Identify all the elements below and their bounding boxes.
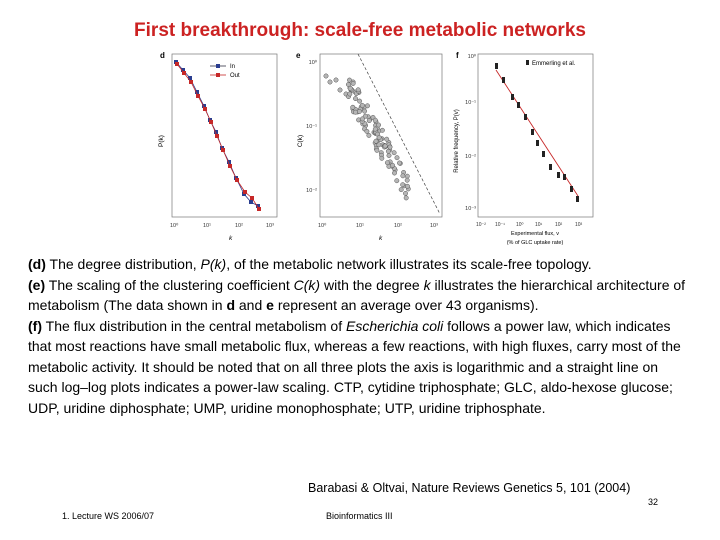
legend-in-marker — [216, 64, 220, 68]
cluster-point — [348, 92, 352, 96]
page-number: 32 — [648, 497, 659, 507]
out-point — [209, 120, 213, 124]
cluster-point — [334, 78, 338, 82]
cluster-point — [388, 145, 392, 149]
caption-f-paragraph — [28, 316, 688, 419]
panel-d-letter: d — [160, 51, 165, 60]
cluster-point — [357, 99, 361, 103]
panel-d-legend — [210, 64, 240, 79]
cluster-point — [397, 161, 401, 165]
cluster-point — [390, 163, 394, 167]
panel-f-xlabel: Experimental flux, v — [511, 231, 559, 237]
panel-f-xtick: 10⁻² — [476, 222, 486, 228]
cluster-point — [405, 174, 409, 178]
cluster-point — [373, 127, 377, 131]
caption-e-text-4: and — [235, 297, 267, 313]
panel-d-xtick: 10³ — [266, 223, 274, 229]
out-series-points — [175, 62, 261, 211]
panel-f-xtick: 10² — [555, 222, 563, 228]
caption-f-species: Escherichia coli — [346, 317, 444, 334]
out-point — [215, 134, 219, 138]
flux-point — [536, 140, 539, 146]
cluster-point — [348, 86, 352, 90]
cluster-point — [405, 178, 409, 182]
cluster-point — [386, 149, 390, 153]
panel-e-letter: e — [296, 51, 301, 60]
cluster-point — [351, 105, 355, 109]
cluster-point — [367, 118, 371, 122]
cluster-point — [351, 81, 355, 85]
out-point — [257, 207, 261, 211]
caption-e-text-3: illustrates the hierarchical architecture of metabolism (The data shown in — [28, 276, 686, 313]
flux-point — [576, 196, 579, 202]
citation: Barabasi & Oltvai, Nature Reviews Genetics 5, 101 (2004) — [308, 481, 631, 495]
cluster-point — [367, 133, 371, 137]
cluster-point — [380, 128, 384, 132]
caption-e-d: d — [226, 297, 235, 313]
panel-f-ytick: 10⁻² — [465, 154, 476, 160]
panel-e-ytick: 10⁰ — [308, 60, 317, 66]
panel-f-ylabel: Relative frequency, P(v) — [454, 109, 460, 173]
caption-f-label: (f) — [28, 317, 42, 334]
panel-f-xtick: 10⁰ — [516, 222, 524, 228]
cluster-point — [404, 196, 408, 200]
panel-f-xticks — [476, 222, 583, 228]
panel-e-xticks — [318, 222, 438, 229]
panel-f-ytick: 10⁻³ — [465, 206, 476, 212]
caption-e-paragraph — [28, 275, 688, 316]
panel-e-yticks — [306, 59, 318, 194]
flux-point — [563, 174, 566, 180]
cluster-point — [365, 104, 369, 108]
figure-caption — [28, 254, 688, 418]
panel-f-xtick: 10⁻¹ — [495, 222, 505, 228]
caption-d-text-2: , of the metabolic network illustrates its scale-free topology. — [226, 256, 592, 272]
caption-d-label: (d) — [28, 256, 46, 272]
panel-e-xtick: 10³ — [430, 223, 438, 229]
footer-course: 1. Lecture WS 2006/07 — [62, 511, 155, 521]
cluster-point — [377, 143, 381, 147]
caption-e-text-5: represent an average over 43 organisms). — [273, 297, 539, 313]
panel-e-xtick: 10² — [394, 223, 402, 229]
cluster-point — [392, 151, 396, 155]
flux-point — [495, 63, 498, 69]
in-point — [249, 200, 253, 204]
panel-e-ytick: 10⁻² — [306, 188, 317, 194]
caption-e-text-2: with the degree — [320, 276, 424, 293]
panel-e-ytick: 10⁻¹ — [306, 124, 317, 130]
caption-e-text: The scaling of the clustering coefficient — [45, 276, 294, 293]
panel-f-yticks — [465, 53, 477, 212]
out-point — [250, 196, 254, 200]
caption-d-pk: P(k) — [200, 256, 227, 272]
out-point — [228, 164, 232, 168]
out-point — [235, 178, 239, 182]
cluster-point — [395, 156, 399, 160]
slide-title: First breakthrough: scale-free metabolic networks — [134, 20, 586, 41]
cluster-point — [324, 74, 328, 78]
cluster-point — [360, 117, 364, 121]
panel-e-ylabel: C(k) — [297, 134, 304, 148]
caption-e-ck: C(k) — [293, 276, 321, 293]
panel-d-ylabel: P(k) — [158, 135, 165, 147]
caption-e-k: k — [423, 276, 431, 293]
out-point — [243, 190, 247, 194]
panel-d-xtick: 10² — [235, 223, 243, 229]
panel-f-legend-label: Emmerling et al. — [532, 61, 576, 67]
cluster-point — [357, 109, 361, 113]
caption-f-text-2: follows a power law, which indicates that most reactions have small metabolic flux, whereas a few reactions, with high fluxes, carry most of the metabolic activity. It should be noted that on all three plots the axis is logarithmic and a straight line on such log–log plots indicates a power-law scaling. CTP, cytidine triphosphate; GLC, aldo-hexose glucose; UDP, uridine diphosphate; UMP, uridine monophosphate; UTP, uridine triphosphate. — [28, 317, 681, 416]
cluster-point — [405, 184, 409, 188]
cluster-point — [376, 123, 380, 127]
cluster-point — [385, 137, 389, 141]
cluster-point — [373, 118, 377, 122]
panel-e-frame — [320, 54, 442, 217]
panel-d-xlabel: k — [229, 235, 233, 242]
panel-f-legend-marker — [526, 60, 529, 65]
out-point — [196, 94, 200, 98]
caption-d-paragraph — [28, 254, 688, 275]
cluster-point — [403, 191, 407, 195]
out-point — [189, 80, 193, 84]
cluster-point — [375, 148, 379, 152]
caption-e-label: (e) — [28, 276, 46, 293]
flux-point — [542, 151, 545, 157]
panel-e-points — [324, 74, 411, 200]
flux-point — [549, 164, 552, 170]
panel-f-xtick: 10³ — [575, 222, 583, 228]
panel-d-xticks — [170, 222, 274, 229]
flux-point — [570, 186, 573, 192]
flux-point — [511, 94, 514, 100]
out-point — [175, 62, 179, 66]
cluster-point — [392, 171, 396, 175]
cluster-point — [401, 183, 405, 187]
cluster-point — [356, 88, 360, 92]
out-point — [221, 148, 225, 152]
cluster-point — [353, 96, 357, 100]
cluster-point — [377, 135, 381, 139]
panel-f-letter: f — [456, 51, 459, 60]
panel-d-xtick: 10¹ — [203, 223, 211, 229]
legend-out-marker — [216, 73, 220, 77]
cluster-point — [385, 161, 389, 165]
cluster-point — [401, 174, 405, 178]
cluster-point — [399, 187, 403, 191]
cluster-point — [374, 139, 378, 143]
figure-scale-free-networks — [150, 46, 600, 250]
legend-out-label: Out — [230, 73, 240, 79]
caption-d-text: The degree distribution, — [45, 256, 201, 272]
cluster-point — [353, 110, 357, 114]
caption-f-text: The flux distribution in the central metabolism of — [42, 317, 347, 334]
out-point — [182, 71, 186, 75]
flux-point — [502, 77, 505, 83]
legend-in-label: In — [230, 64, 236, 70]
flux-point — [531, 129, 534, 135]
panel-e-xlabel: k — [379, 235, 383, 242]
cluster-point — [387, 153, 391, 157]
cluster-point — [395, 179, 399, 183]
cluster-point — [383, 144, 387, 148]
panel-e-xtick: 10¹ — [356, 223, 364, 229]
cluster-point — [328, 80, 332, 84]
cluster-point — [380, 156, 384, 160]
panel-f-xtick: 10¹ — [535, 222, 543, 228]
caption-e-e: e — [266, 297, 274, 313]
flux-point — [517, 102, 520, 108]
footer-subject: Bioinformatics III — [326, 511, 393, 521]
cluster-point — [365, 129, 369, 133]
flux-point — [557, 172, 560, 178]
panel-f-ytick: 10⁰ — [467, 54, 476, 60]
panel-d-xtick: 10⁰ — [170, 223, 179, 229]
panel-f-ytick: 10⁻¹ — [465, 100, 476, 106]
panel-f-xlabel-sub: (% of GLC uptake rate) — [506, 240, 564, 246]
flux-point — [524, 114, 527, 120]
cluster-point — [362, 109, 366, 113]
cluster-point — [338, 88, 342, 92]
out-point — [203, 107, 207, 111]
panel-e-xtick: 10⁰ — [318, 223, 327, 229]
